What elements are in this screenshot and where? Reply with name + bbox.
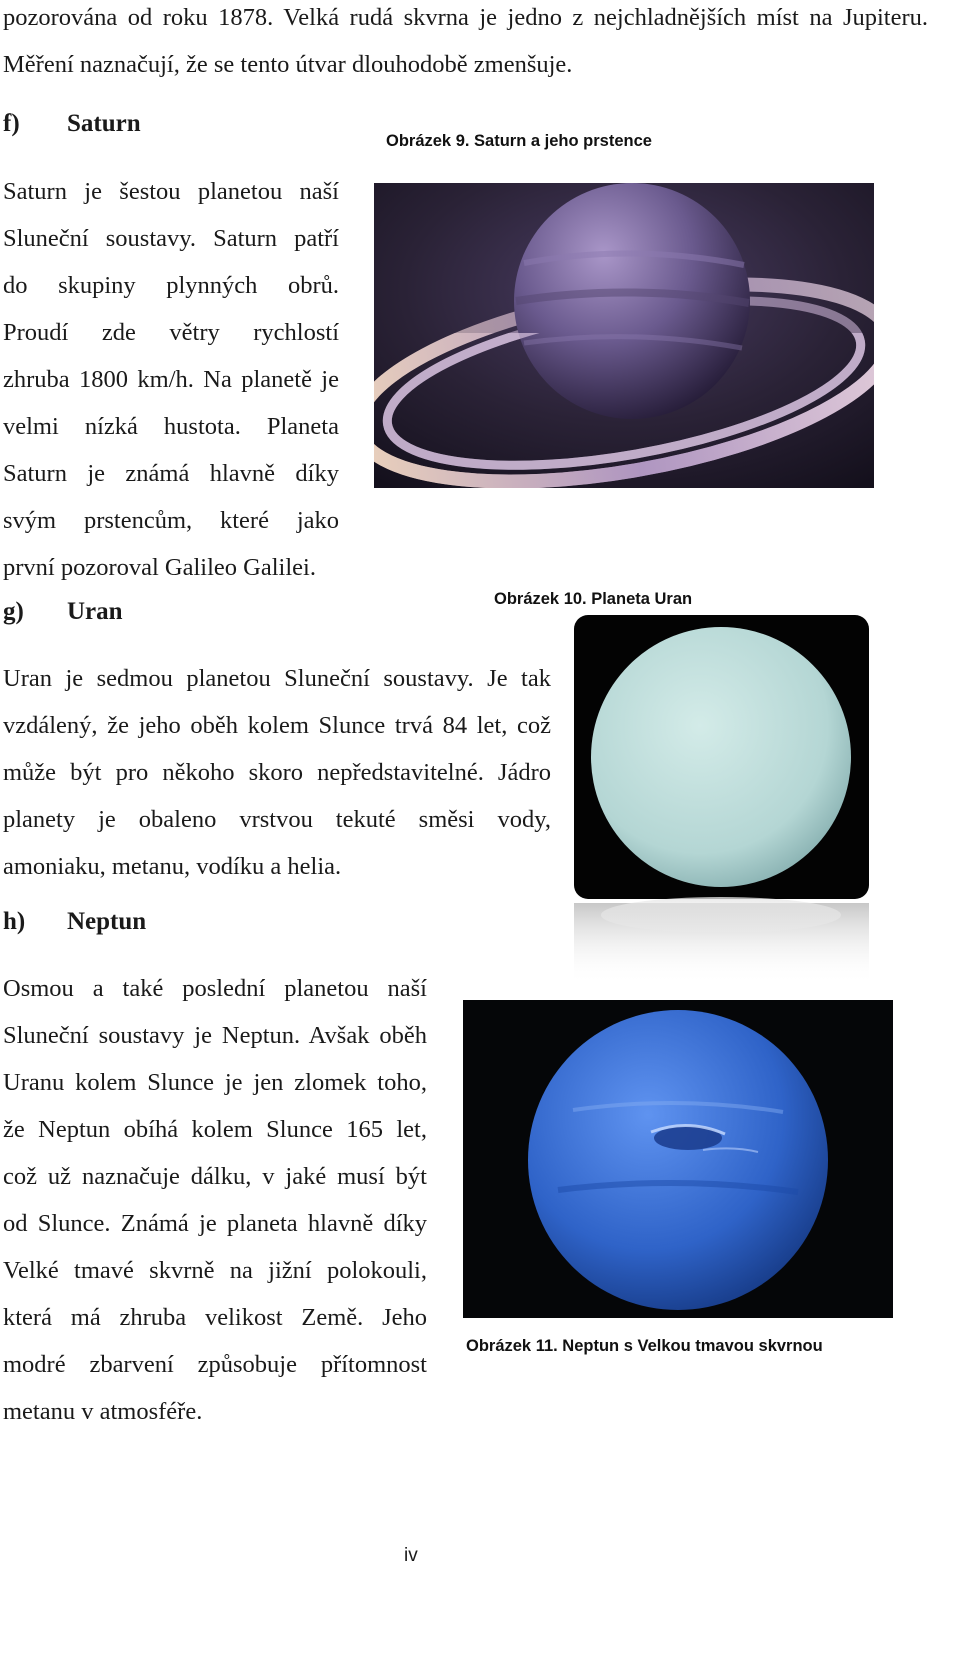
intro-paragraph: [3, 0, 928, 88]
page-number: iv: [404, 1545, 418, 1566]
intro-line: pozorována od roku 1878. Velká rudá skvrna je jedno z nejchladnějších míst na Jupiteru.: [3, 4, 928, 31]
saturn-line: zhruba 1800 km/h. Na planetě je: [3, 366, 339, 393]
neptun-line: Sluneční soustavy je Neptun. Avšak oběh: [3, 1022, 427, 1049]
saturn-line: Proudí zde větry rychlostí: [3, 319, 339, 346]
section-heading-saturn: [3, 110, 141, 138]
saturn-line: Sluneční soustavy. Saturn patří: [3, 225, 339, 252]
neptun-line: Osmou a také poslední planetou naší: [3, 975, 427, 1002]
neptun-paragraph: [3, 965, 427, 1435]
section-title: Saturn: [67, 110, 141, 137]
neptun-line: metanu v atmosféře.: [3, 1398, 203, 1425]
section-heading-neptun: [3, 908, 146, 936]
saturn-line: Saturn je známá hlavně díky: [3, 460, 339, 487]
uran-line: planety je obaleno vrstvou tekuté směsi vody,: [3, 806, 551, 833]
figure-caption-saturn: Obrázek 9. Saturn a jeho prstence: [386, 132, 652, 150]
neptun-line: od Slunce. Známá je planeta hlavně díky: [3, 1210, 427, 1237]
section-letter: g): [3, 598, 24, 625]
section-letter: h): [3, 908, 26, 935]
section-letter: f): [3, 110, 20, 137]
uranus-image: [574, 615, 869, 985]
figure-caption-neptun: Obrázek 11. Neptun s Velkou tmavou skvrnou: [466, 1337, 823, 1355]
neptun-line: modré zbarvení způsobuje přítomnost: [3, 1351, 427, 1378]
neptune-image: [463, 1000, 893, 1318]
uranus-illustration: [574, 615, 869, 985]
section-title: Uran: [67, 598, 123, 625]
uran-paragraph: [3, 655, 551, 890]
saturn-line: velmi nízká hustota. Planeta: [3, 413, 339, 440]
saturn-paragraph: [3, 168, 339, 591]
neptun-line: což už naznačuje dálku, v jaké musí být: [3, 1163, 427, 1190]
saturn-image: [374, 183, 874, 488]
saturn-illustration: [374, 183, 874, 488]
section-title: Neptun: [67, 908, 147, 935]
saturn-line: první pozoroval Galileo Galilei.: [3, 554, 316, 581]
uran-line: může být pro někoho skoro nepředstavitelné. Jádro: [3, 759, 551, 786]
uran-line: Uran je sedmou planetou Sluneční soustavy. Je tak: [3, 665, 551, 692]
section-heading-uran: [3, 598, 123, 626]
intro-line: Měření naznačují, že se tento útvar dlouhodobě zmenšuje.: [3, 51, 573, 78]
neptun-line: Uranu kolem Slunce je jen zlomek toho,: [3, 1069, 427, 1096]
neptun-line: Velké tmavé skvrně na jižní polokouli,: [3, 1257, 427, 1284]
saturn-line: Saturn je šestou planetou naší: [3, 178, 339, 205]
uran-line: vzdálený, že jeho oběh kolem Slunce trvá 84 let, což: [3, 712, 551, 739]
uran-line: amoniaku, metanu, vodíku a helia.: [3, 853, 342, 880]
neptune-illustration: [463, 1000, 893, 1318]
neptun-line: že Neptun obíhá kolem Slunce 165 let,: [3, 1116, 427, 1143]
saturn-line: svým prstencům, které jako: [3, 507, 339, 534]
neptun-line: která má zhruba velikost Země. Jeho: [3, 1304, 427, 1331]
saturn-line: do skupiny plynných obrů.: [3, 272, 339, 299]
figure-caption-uran: Obrázek 10. Planeta Uran: [494, 590, 693, 608]
